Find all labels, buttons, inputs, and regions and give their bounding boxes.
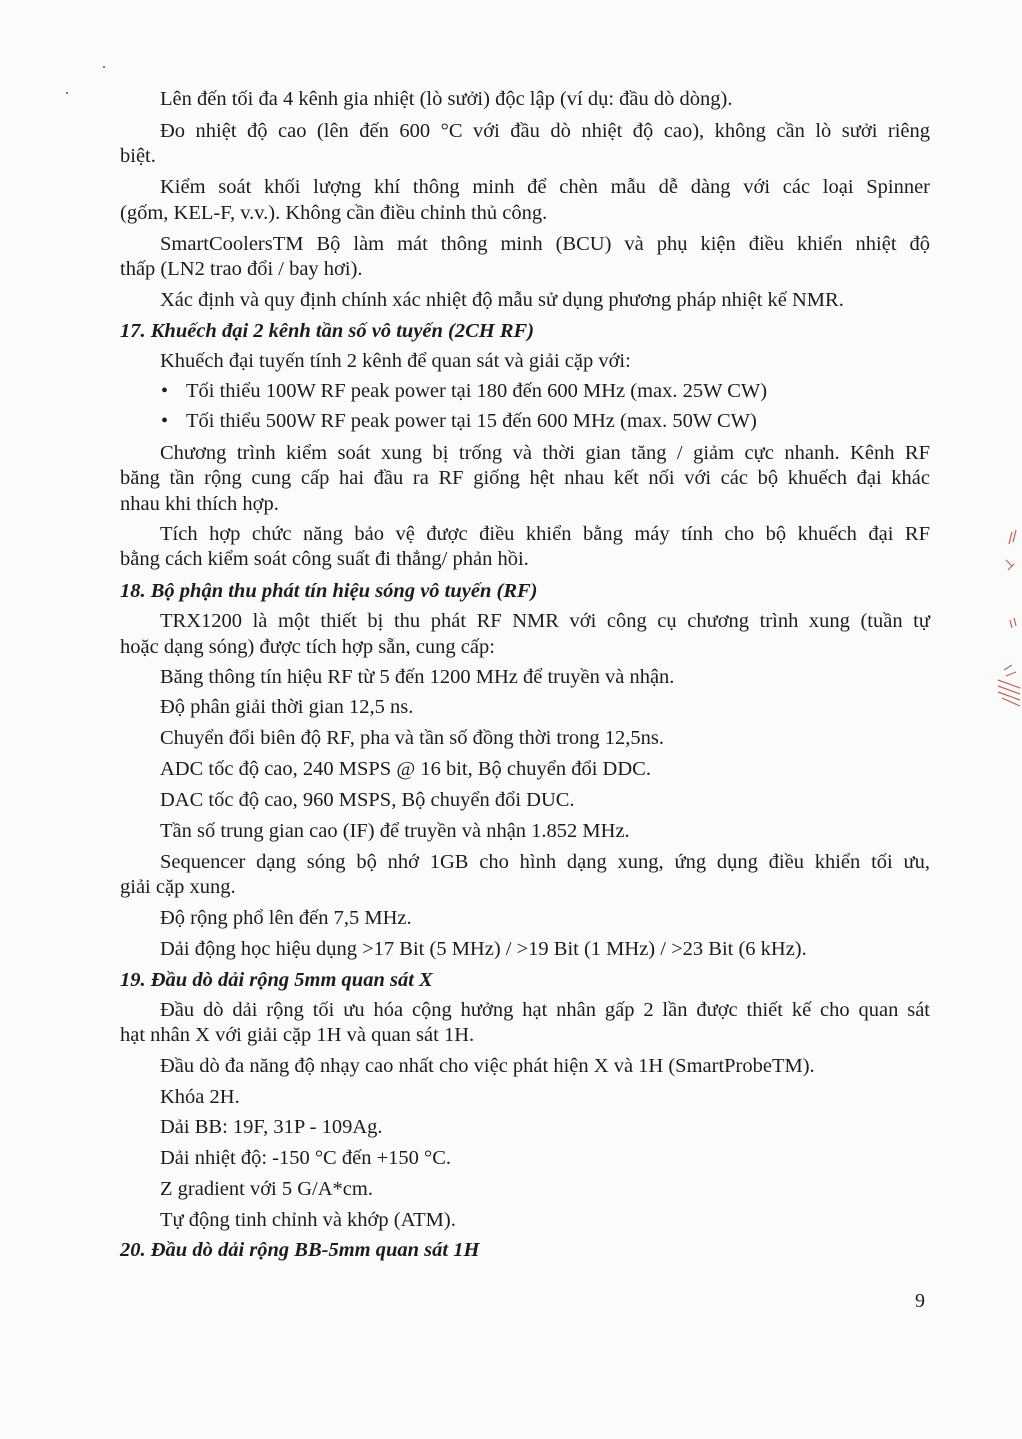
paragraph-line: Đầu dò đa năng độ nhạy cao nhất cho việc phát hiện X và 1H (SmartProbeTM). [160, 1055, 815, 1077]
bullet-item: Tối thiểu 500W RF peak power tại 15 đến 600 MHz (max. 50W CW) [186, 410, 757, 432]
paragraph-line: bằng cách kiểm soát công suất đi thẳng/ phản hồi. [120, 548, 529, 570]
paragraph-line: ADC tốc độ cao, 240 MSPS @ 16 bit, Bộ chuyển đổi DDC. [160, 758, 651, 780]
paragraph-line: băng tần rộng cung cấp hai đầu ra RF giống hệt nhau kết nối với các bộ khuếch đại khác [120, 467, 930, 489]
paragraph-line: giải cặp xung. [120, 876, 236, 898]
paragraph-line: hoặc dạng sóng) được tích hợp sẵn, cung cấp: [120, 636, 495, 658]
section-heading-19: 19. Đầu dò dải rộng 5mm quan sát X [120, 969, 433, 991]
paragraph-line: Xác định và quy định chính xác nhiệt độ mẫu sử dụng phương pháp nhiệt kế NMR. [160, 289, 844, 311]
page-number: 9 [915, 1290, 925, 1312]
paragraph-line: Khuếch đại tuyến tính 2 kênh để quan sát và giải cặp với: [160, 350, 631, 372]
bullet-item: Tối thiểu 100W RF peak power tại 180 đến 600 MHz (max. 25W CW) [186, 380, 768, 402]
paragraph-line: SmartCoolersTM Bộ làm mát thông minh (BCU) và phụ kiện điều khiển nhiệt độ [160, 233, 930, 255]
paragraph-line: Lên đến tối đa 4 kênh gia nhiệt (lò sưởi) độc lập (ví dụ: đầu dò dòng). [160, 88, 733, 110]
paragraph-line: Khóa 2H. [160, 1086, 240, 1108]
scan-speck [103, 66, 105, 68]
bullet-icon: • [161, 410, 169, 432]
paragraph-line: Dải nhiệt độ: -150 °C đến +150 °C. [160, 1147, 452, 1169]
paragraph-line: thấp (LN2 trao đổi / bay hơi). [120, 258, 363, 280]
stamp-edge-marks-icon [992, 520, 1022, 720]
paragraph-line: Chương trình kiểm soát xung bị trống và thời gian tăng / giảm cực nhanh. Kênh RF [160, 442, 930, 464]
paragraph-line: hạt nhân X với giải cặp 1H và quan sát 1H. [120, 1024, 475, 1046]
paragraph-line: Chuyển đổi biên độ RF, pha và tần số đồng thời trong 12,5ns. [160, 727, 665, 749]
scan-speck [66, 92, 68, 94]
paragraph-line: (gốm, KEL-F, v.v.). Không cần điều chỉnh thủ công. [120, 202, 548, 224]
paragraph-line: Đầu dò dải rộng tối ưu hóa cộng hưởng hạt nhân gấp 2 lần được thiết kế cho quan sát [160, 999, 930, 1021]
paragraph-line: Độ phân giải thời gian 12,5 ns. [160, 696, 414, 718]
bullet-icon: • [161, 380, 169, 402]
paragraph-line: Đo nhiệt độ cao (lên đến 600 °C với đầu dò nhiệt độ cao), không cần lò sưởi riêng [160, 120, 930, 142]
paragraph-line: TRX1200 là một thiết bị thu phát RF NMR với công cụ chương trình xung (tuần tự [160, 610, 930, 632]
paragraph-line: Tần số trung gian cao (IF) để truyền và nhận 1.852 MHz. [160, 820, 630, 842]
paragraph-line: Độ rộng phổ lên đến 7,5 MHz. [160, 907, 412, 929]
paragraph-line: Dải BB: 19F, 31P - 109Ag. [160, 1116, 383, 1138]
paragraph-line: nhau khi thích hợp. [120, 493, 279, 515]
paragraph-line: Kiểm soát khối lượng khí thông minh để chèn mẫu dễ dàng với các loại Spinner [160, 176, 930, 198]
paragraph-line: Băng thông tín hiệu RF từ 5 đến 1200 MHz để truyền và nhận. [160, 666, 675, 688]
paragraph-line: Sequencer dạng sóng bộ nhớ 1GB cho hình dạng xung, ứng dụng điều khiển tối ưu, [160, 851, 930, 873]
section-heading-18: 18. Bộ phận thu phát tín hiệu sóng vô tuyến (RF) [120, 580, 538, 602]
paragraph-line: Z gradient với 5 G/A*cm. [160, 1178, 373, 1200]
paragraph-line: Dải động học hiệu dụng >17 Bit (5 MHz) / >19 Bit (1 MHz) / >23 Bit (6 kHz). [160, 938, 807, 960]
paragraph-line: biệt. [120, 145, 156, 167]
section-heading-17: 17. Khuếch đại 2 kênh tần số vô tuyến (2CH RF) [120, 320, 535, 342]
paragraph-line: DAC tốc độ cao, 960 MSPS, Bộ chuyển đổi DUC. [160, 789, 575, 811]
paragraph-line: Tích hợp chức năng bảo vệ được điều khiển bằng máy tính cho bộ khuếch đại RF [160, 523, 930, 545]
section-heading-20: 20. Đầu dò dải rộng BB-5mm quan sát 1H [120, 1239, 480, 1261]
paragraph-line: Tự động tinh chỉnh và khớp (ATM). [160, 1209, 456, 1231]
